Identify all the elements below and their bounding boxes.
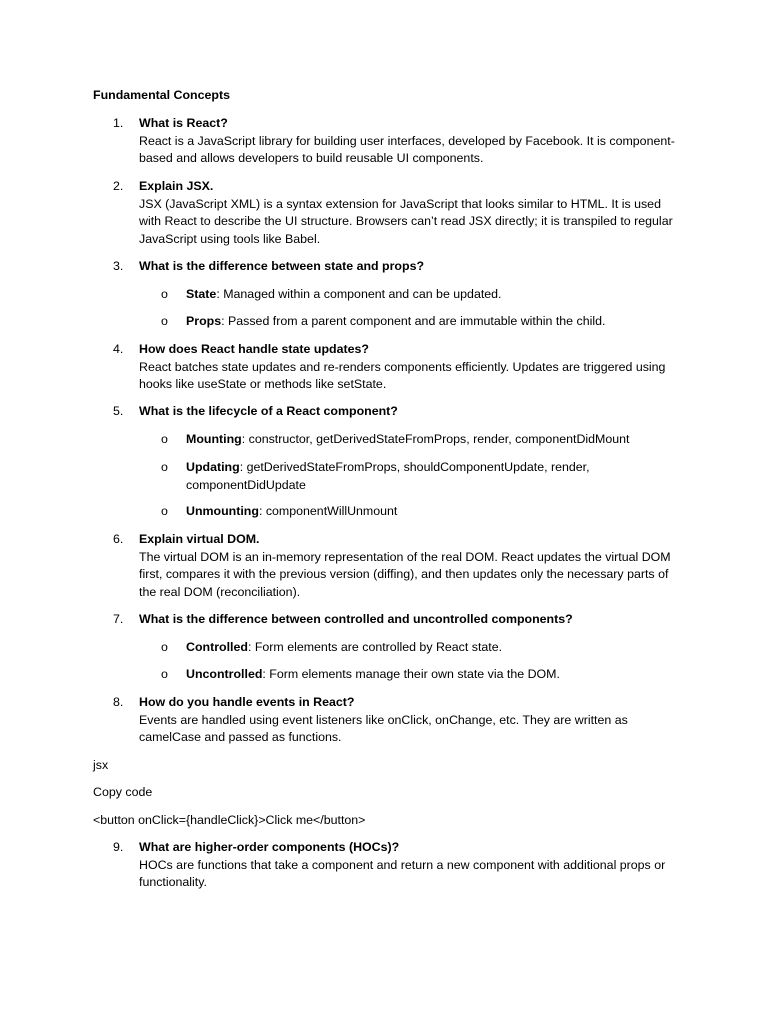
code-line: <button onClick={handleClick}>Click me</button> (93, 813, 366, 827)
list-number: 9. (113, 840, 124, 854)
list-item (139, 403, 679, 421)
list-number: 2. (113, 179, 124, 193)
question-title: What are higher-order components (HOCs)? (139, 840, 400, 854)
term: Updating (186, 460, 240, 474)
list-number: 4. (113, 342, 124, 356)
term: Props (186, 314, 222, 328)
term: Uncontrolled (186, 667, 263, 681)
question-title: What is the difference between state and props? (139, 259, 425, 273)
list-number: 7. (113, 612, 124, 626)
question-title: What is React? (139, 116, 228, 130)
term-desc: : componentWillUnmount (258, 504, 398, 518)
list-item (139, 258, 679, 276)
term-desc: : Managed within a component and can be updated. (216, 287, 502, 301)
list-item (139, 178, 679, 248)
list-number: 6. (113, 532, 124, 546)
sub-item (186, 666, 686, 684)
list-item (139, 115, 679, 168)
list-number: 5. (113, 404, 124, 418)
bullet-icon: o (161, 504, 168, 518)
list-item (139, 694, 679, 747)
term: Controlled (186, 640, 248, 654)
list-number: 8. (113, 695, 124, 709)
term: Unmounting (186, 504, 259, 518)
term-desc: : Form elements are controlled by React state. (247, 640, 503, 654)
question-title: Explain virtual DOM. (139, 532, 260, 546)
answer-text: The virtual DOM is an in-memory representation of the real DOM. React updates the virtual DOM first, compares it with the previous version (diffing), and then updates only the necessary parts of the real DOM (reconciliation). (139, 549, 671, 599)
bullet-icon: o (161, 667, 168, 681)
sub-item (186, 459, 626, 494)
sub-item (186, 639, 686, 657)
term: State (186, 287, 217, 301)
answer-text: HOCs are functions that take a component and return a new component with additional props or functionality. (139, 857, 666, 889)
list-item (139, 839, 679, 892)
list-item (139, 611, 679, 629)
list-number: 1. (113, 116, 124, 130)
sub-item (186, 503, 686, 521)
term-desc: : Form elements manage their own state via the DOM. (262, 667, 560, 681)
question-title: What is the difference between controlled and uncontrolled components? (139, 612, 573, 626)
answer-text: React batches state updates and re-renders components efficiently. Updates are triggered using hooks like useState or methods like setState. (139, 359, 666, 391)
sub-item (186, 286, 686, 304)
sub-item (186, 313, 686, 331)
list-item (139, 531, 679, 601)
question-title: Explain JSX. (139, 179, 214, 193)
term-desc: : getDerivedStateFromProps, shouldComponentUpdate, render, componentDidUpdate (186, 460, 590, 492)
question-title: What is the lifecycle of a React component? (139, 404, 398, 418)
question-title: How do you handle events in React? (139, 695, 355, 709)
bullet-icon: o (161, 432, 168, 446)
list-item (139, 341, 679, 394)
answer-text: React is a JavaScript library for building user interfaces, developed by Facebook. It is component-based and allows developers to build reusable UI components. (139, 133, 675, 165)
term-desc: : Passed from a parent component and are immutable within the child. (221, 314, 606, 328)
bullet-icon: o (161, 640, 168, 654)
bullet-icon: o (161, 314, 168, 328)
bullet-icon: o (161, 287, 168, 301)
answer-text: JSX (JavaScript XML) is a syntax extension for JavaScript that looks similar to HTML. It is used with React to describe the UI structure. Browsers can’t read JSX directly; it is transpiled to regular JavaScript using tools like Babel. (139, 196, 673, 246)
page-title: Fundamental Concepts (93, 88, 230, 102)
sub-item (186, 431, 686, 449)
question-title: How does React handle state updates? (139, 342, 369, 356)
code-language-label: jsx (93, 758, 109, 772)
copy-code-button[interactable]: Copy code (93, 785, 153, 799)
bullet-icon: o (161, 460, 168, 474)
list-number: 3. (113, 259, 124, 273)
term: Mounting (186, 432, 242, 446)
answer-text: Events are handled using event listeners like onClick, onChange, etc. They are written as camelCase and passed as functions. (139, 712, 628, 744)
term-desc: : constructor, getDerivedStateFromProps, render, componentDidMount (241, 432, 630, 446)
